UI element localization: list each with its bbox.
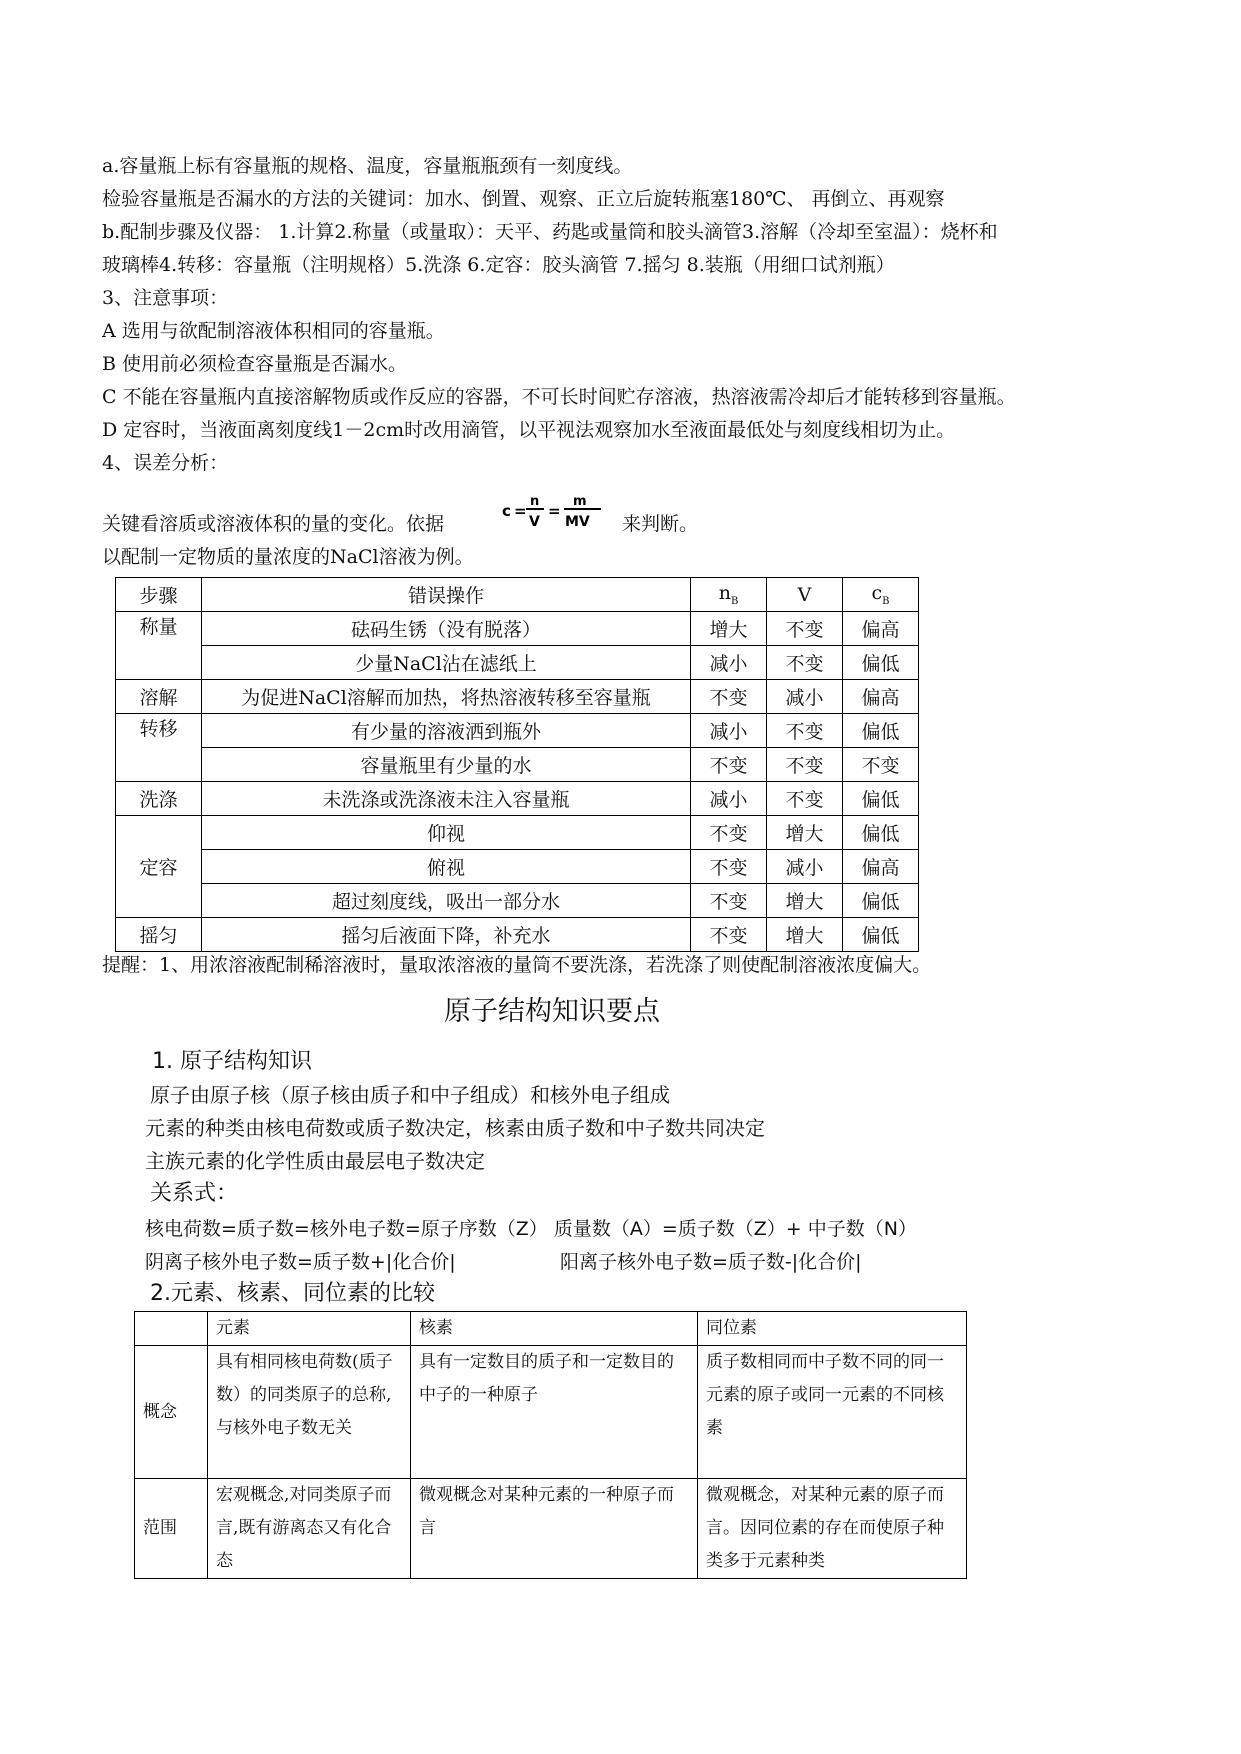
- table-row: [116, 680, 919, 714]
- text-line: b.配制步骤及仪器： 1.计算2.称量（或量取）：天平、药匙或量筒和胶头滴管3.溶解（冷却至室温）：烧杯和: [102, 221, 998, 243]
- header-sub-b: B: [882, 595, 890, 607]
- step-cell: 洗涤: [116, 782, 202, 816]
- table-row: [135, 1479, 967, 1579]
- step-cell: 定容: [116, 816, 202, 918]
- table-row: [116, 612, 919, 646]
- header-cell: 核素: [411, 1312, 698, 1346]
- table-cell: 偏低: [843, 782, 919, 816]
- subsection-heading: 2.元素、核素、同位素的比较: [150, 1281, 435, 1306]
- formula-eq2: =: [548, 502, 561, 520]
- table-cell: 为促进NaCl溶解而加热，将热溶液转移至容量瓶: [202, 680, 691, 714]
- text-line: 玻璃棒4.转移：容量瓶（注明规格）5.洗涤 6.定容：胶头滴管 7.摇匀 8.装瓶（用细口试剂瓶）: [102, 254, 895, 276]
- table-cell: 砝码生锈（没有脱落）: [202, 612, 691, 646]
- table-cell: 不变: [691, 918, 767, 952]
- text-line: [102, 512, 444, 536]
- text-line: 核电荷数=质子数=核外电子数=原子序数（Z） 质量数（A）=质子数（Z）+ 中子数（N）: [145, 1218, 917, 1240]
- table-cell: 偏高: [843, 680, 919, 714]
- table-cell: 不变: [767, 646, 843, 680]
- step-cell: 转移: [116, 714, 202, 782]
- table-cell: 具有相同核电荷数(质子数）的同类原子的总称,与核外电子数无关: [208, 1346, 411, 1479]
- text-line: 阳离子核外电子数=质子数-|化合价|: [560, 1251, 862, 1273]
- step-cell: 称量: [116, 612, 202, 680]
- table-cell: 偏低: [843, 646, 919, 680]
- text-line: 以配制一定物质的量浓度的NaCl溶液为例。: [102, 546, 474, 568]
- text-line: C 不能在容量瓶内直接溶解物质或作反应的容器，不可长时间贮存溶液，热溶液需冷却后才能转移到容量瓶。: [102, 386, 1016, 408]
- table-header-row: [135, 1312, 967, 1346]
- text-line: B 使用前必须检查容量瓶是否漏水。: [102, 353, 408, 375]
- section-title: 原子结构知识要点: [444, 996, 660, 1027]
- table-cell: 微观概念对某种元素的一种原子而言: [411, 1479, 698, 1579]
- formula-MV: MV: [565, 514, 590, 530]
- table-cell: 俯视: [202, 850, 691, 884]
- table-cell: 摇匀后液面下降，补充水: [202, 918, 691, 952]
- table-cell: 增大: [691, 612, 767, 646]
- table-cell: 不变: [767, 782, 843, 816]
- text-line: 关系式：: [150, 1181, 239, 1206]
- table-cell: 宏观概念,对同类原子而言,既有游离态又有化合态: [208, 1479, 411, 1579]
- table-row: [116, 782, 919, 816]
- header-cell: 步骤: [116, 578, 202, 612]
- reminder-note: 提醒：1、用浓溶液配制稀溶液时，量取浓溶液的量筒不要洗涤，若洗涤了则使配制溶液浓度偏大。: [102, 954, 932, 976]
- table-cell: 增大: [767, 884, 843, 918]
- table-cell: 偏高: [843, 612, 919, 646]
- comparison-table: [134, 1311, 967, 1579]
- table-cell: 不变: [691, 816, 767, 850]
- table-cell: 减小: [691, 714, 767, 748]
- table-cell: 不变: [691, 884, 767, 918]
- text-line: 阴离子核外电子数=质子数+|化合价|: [145, 1251, 456, 1273]
- text-line: 检验容量瓶是否漏水的方法的关键词：加水、倒置、观察、正立后旋转瓶塞180℃、 再倒立、再观察: [102, 188, 945, 210]
- header-n: n: [718, 582, 731, 605]
- table-cell: 不变: [691, 850, 767, 884]
- table-cell: 偏低: [843, 816, 919, 850]
- table-cell: 具有一定数目的质子和一定数目的中子的一种原子: [411, 1346, 698, 1479]
- formula-n: n: [530, 494, 540, 509]
- error-analysis-table: [115, 577, 919, 952]
- formula-V: V: [529, 514, 540, 530]
- table-cell: 偏低: [843, 714, 919, 748]
- table-row: [116, 646, 919, 680]
- text-line: A 选用与欲配制溶液体积相同的容量瓶。: [102, 320, 445, 342]
- table-cell: 偏低: [843, 918, 919, 952]
- table-row: [116, 748, 919, 782]
- header-cell: [691, 578, 767, 612]
- table-row: [116, 714, 919, 748]
- table-cell: 减小: [691, 782, 767, 816]
- text-line: 3、注意事项：: [102, 287, 229, 309]
- table-cell: 有少量的溶液洒到瓶外: [202, 714, 691, 748]
- text-line: 主族元素的化学性质由最层电子数决定: [145, 1149, 485, 1173]
- formula-eq1: =: [514, 502, 527, 520]
- table-cell: 偏高: [843, 850, 919, 884]
- table-cell: 质子数相同而中子数不同的同一元素的原子或同一元素的不同核素: [698, 1346, 967, 1479]
- table-cell: 减小: [691, 646, 767, 680]
- table-row: [135, 1346, 967, 1479]
- table-row: [116, 850, 919, 884]
- table-row: [116, 816, 919, 850]
- row-label: 范围: [135, 1479, 208, 1579]
- table-cell: 增大: [767, 816, 843, 850]
- table-cell: 不变: [767, 714, 843, 748]
- table-cell: 超过刻度线，吸出一部分水: [202, 884, 691, 918]
- text-segment: 关键看溶质或溶液体积的量的变化。依据: [102, 513, 445, 535]
- step-cell: 摇匀: [116, 918, 202, 952]
- table-cell: 增大: [767, 918, 843, 952]
- text-line: D 定容时，当液面离刻度线1－2cm时改用滴管，以平视法观察加水至液面最低处与刻度线相切为止。: [102, 419, 956, 441]
- table-cell: 未洗涤或洗涤液未注入容量瓶: [202, 782, 691, 816]
- header-cell: [843, 578, 919, 612]
- table-row: [116, 884, 919, 918]
- subsection-heading: 1. 原子结构知识: [152, 1049, 312, 1074]
- header-cell: 同位素: [698, 1312, 967, 1346]
- header-cell: 错误操作: [202, 578, 691, 612]
- table-cell: 减小: [767, 680, 843, 714]
- text-line: 原子由原子核（原子核由质子和中子组成）和核外电子组成: [150, 1083, 670, 1107]
- header-sub-b: B: [730, 595, 739, 607]
- table-cell: 偏低: [843, 884, 919, 918]
- header-cell: 元素: [208, 1312, 411, 1346]
- table-cell: 不变: [767, 612, 843, 646]
- step-cell: 溶解: [116, 680, 202, 714]
- table-cell: 微观概念，对某种元素的原子而言。因同位素的存在而使原子种类多于元素种类: [698, 1479, 967, 1579]
- concentration-formula: [502, 486, 610, 532]
- table-row: [116, 918, 919, 952]
- header-cell: [135, 1312, 208, 1346]
- table-cell: 不变: [767, 748, 843, 782]
- table-header-row: [116, 578, 919, 612]
- table-cell: 仰视: [202, 816, 691, 850]
- table-cell: 不变: [691, 680, 767, 714]
- text-segment: 来判断。: [622, 513, 699, 535]
- text-line: 元素的种类由核电荷数或质子数决定，核素由质子数和中子数共同决定: [145, 1116, 765, 1140]
- text-line: 4、误差分析：: [102, 452, 229, 474]
- formula-c: c: [502, 502, 511, 520]
- header-c: c: [871, 582, 883, 605]
- header-cell: V: [767, 578, 843, 612]
- table-cell: 容量瓶里有少量的水: [202, 748, 691, 782]
- table-cell: 不变: [843, 748, 919, 782]
- table-cell: 少量NaCl沾在滤纸上: [202, 646, 691, 680]
- table-cell: 减小: [767, 850, 843, 884]
- row-label: 概念: [135, 1346, 208, 1479]
- table-cell: 不变: [691, 748, 767, 782]
- text-line: a.容量瓶上标有容量瓶的规格、温度，容量瓶瓶颈有一刻度线。: [102, 155, 633, 177]
- formula-m: m: [573, 494, 587, 509]
